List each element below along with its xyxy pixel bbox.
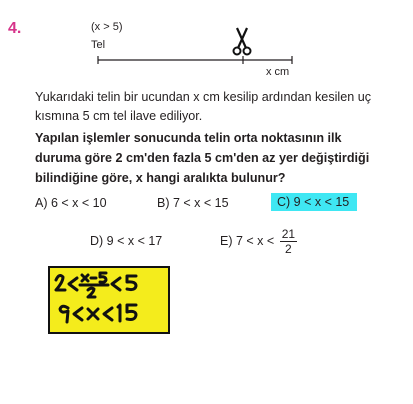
hw-x (88, 309, 98, 319)
hw-x (82, 275, 88, 281)
hw-less-than (104, 308, 112, 320)
option-d[interactable]: D) 9 < x < 17 (90, 234, 163, 248)
hw-digit-1 (118, 305, 120, 321)
scissors-icon (234, 28, 251, 55)
question-number: 4. (8, 20, 22, 37)
option-b[interactable]: B) 7 < x < 15 (157, 196, 229, 210)
hw-digit-5 (100, 273, 106, 282)
option-e-denominator: 2 (285, 242, 292, 256)
hw-less-than (112, 278, 120, 290)
option-e-fraction (280, 227, 297, 256)
hw-digit-2 (56, 276, 65, 290)
question-prompt: Yapılan işlemler sonucunda telin orta noktasının ilk duruma göre 2 cm'den fazla 5 cm'den az yer değiştirdiği bilindiğine göre, x hangi aralıkta bulunur? (35, 131, 370, 185)
hw-digit-5 (127, 276, 136, 290)
wire-label: Tel (91, 39, 106, 51)
option-c-selected[interactable]: C) 9 < x < 15 (271, 193, 357, 211)
cut-length-label: x cm (266, 66, 290, 78)
hw-digit-2-denominator (88, 288, 95, 297)
handwritten-note (48, 266, 170, 334)
hw-digit-5 (127, 305, 136, 320)
option-e-prefix: E) 7 < x < (220, 233, 275, 248)
hw-less-than (74, 308, 82, 320)
option-a[interactable]: A) 6 < x < 10 (35, 196, 107, 210)
wire-drawing (0, 0, 413, 90)
question-statement: Yukarıdaki telin bir ucundan x cm kesilip ardından kesilen uç kısmına 5 cm tel ilave ediliyor. (35, 90, 372, 123)
condition-label: (x > 5) (91, 21, 123, 33)
wire-figure (0, 0, 413, 90)
handwritten-solution-drawing (50, 268, 168, 332)
hw-digit-9 (60, 306, 68, 322)
option-e-numerator: 21 (281, 227, 296, 241)
option-e[interactable] (220, 227, 297, 256)
hw-less-than (69, 278, 77, 290)
